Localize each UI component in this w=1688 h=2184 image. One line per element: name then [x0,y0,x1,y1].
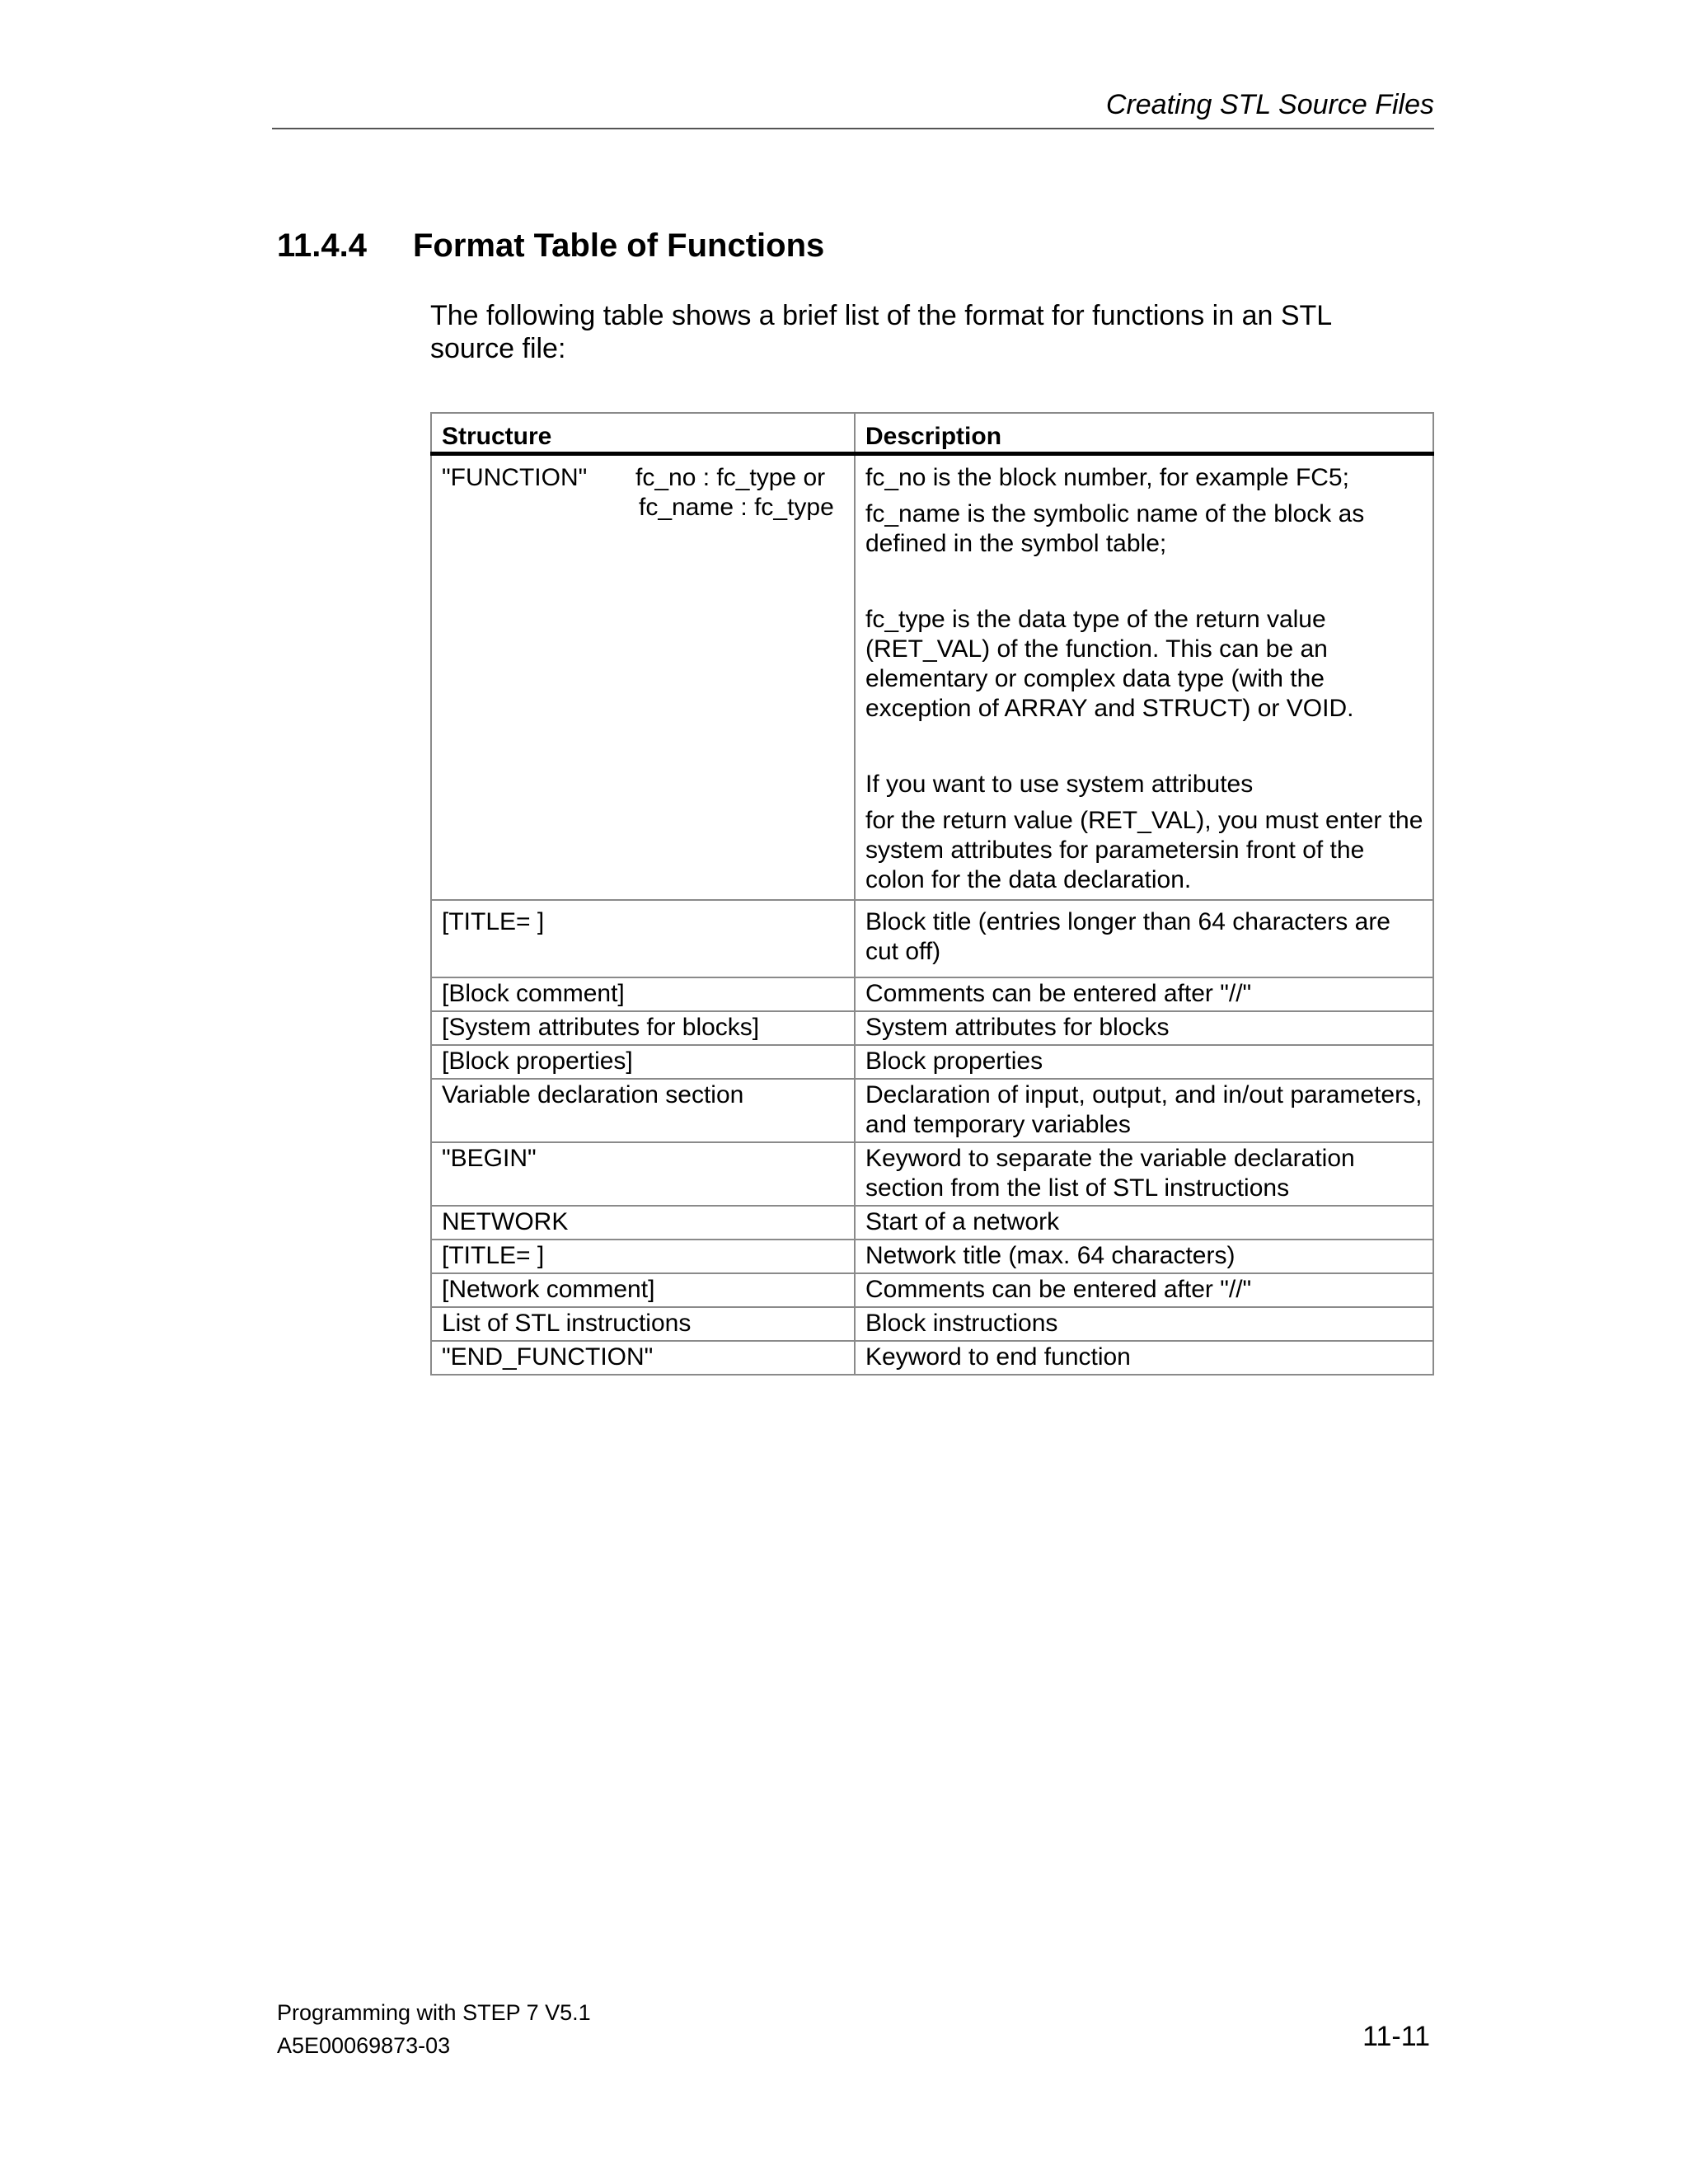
structure-cell: [TITLE= ] [431,900,855,977]
description-paragraph: If you want to use system attributes [865,771,1254,798]
table-row [431,1273,1433,1307]
function-structure-cell [431,454,855,901]
structure-cell: [Block comment] [431,977,855,1011]
table-row [431,900,1433,977]
running-header: Creating STL Source Files [1105,89,1434,120]
description-cell: System attributes for blocks [855,1011,1433,1045]
section-title: Format Table of Functions [413,227,825,264]
footer-left [277,1996,591,2062]
structure-cell: [TITLE= ] [431,1240,855,1273]
description-cell: Keyword to separate the variable declaration section from the list of STL instructions [855,1142,1433,1206]
table-row [431,1206,1433,1240]
description-cell: Block title (entries longer than 64 characters are cut off) [855,900,1433,977]
description-cell: Comments can be entered after "//" [855,1273,1433,1307]
section-heading [277,227,824,265]
table-row [431,1011,1433,1045]
page-number: 11-11 [1362,2021,1430,2052]
structure-cell: "END_FUNCTION" [431,1341,855,1375]
footer-book-title: Programming with STEP 7 V5.1 [277,2000,591,2025]
table-row-function [431,454,1433,901]
description-cell: Declaration of input, output, and in/out parameters, and temporary variables [855,1079,1433,1142]
structure-cell: Variable declaration section [431,1079,855,1142]
structure-cell: List of STL instructions [431,1307,855,1341]
header-rule [272,128,1434,129]
table-row [431,1045,1433,1079]
table-row [431,977,1433,1011]
structure-cell: NETWORK [431,1206,855,1240]
description-cell: Network title (max. 64 characters) [855,1240,1433,1273]
section-number: 11.4.4 [277,227,368,264]
structure-cell: [Block properties] [431,1045,855,1079]
format-table [430,412,1434,1376]
table-row [431,1079,1433,1142]
intro-paragraph: The following table shows a brief list of the format for functions in an STL source file: [430,300,1331,364]
description-paragraph: for the return value (RET_VAL), you must enter the system attributes for parametersin front of the colon for the data declaration. [865,807,1423,893]
column-header-structure: Structure [431,413,855,454]
footer-doc-number: A5E00069873-03 [277,2033,451,2058]
description-cell: Block properties [855,1045,1433,1079]
table-row [431,1341,1433,1375]
table-row [431,1307,1433,1341]
function-keyword: "FUNCTION" [442,464,588,491]
description-paragraph: fc_no is the block number, for example FC5; [865,464,1349,491]
description-cell: Keyword to end function [855,1341,1433,1375]
function-param-line: fc_no : fc_type or [635,464,826,491]
description-paragraph: fc_name is the symbolic name of the block as defined in the symbol table; [865,500,1365,557]
table-row [431,1142,1433,1206]
function-description-cell [855,454,1433,901]
description-paragraph: fc_type is the data type of the return value (RET_VAL) of the function. This can be an elementary or complex data type (with the exception of ARRAY and STRUCT) or VOID. [865,606,1354,722]
description-cell: Comments can be entered after "//" [855,977,1433,1011]
column-header-description: Description [855,413,1433,454]
structure-cell: [System attributes for blocks] [431,1011,855,1045]
description-cell: Block instructions [855,1307,1433,1341]
function-param-line: fc_name : fc_type [639,494,834,521]
structure-cell: "BEGIN" [431,1142,855,1206]
description-cell: Start of a network [855,1206,1433,1240]
table-header-row [431,413,1433,454]
table-row [431,1240,1433,1273]
structure-cell: [Network comment] [431,1273,855,1307]
function-params [635,463,834,523]
